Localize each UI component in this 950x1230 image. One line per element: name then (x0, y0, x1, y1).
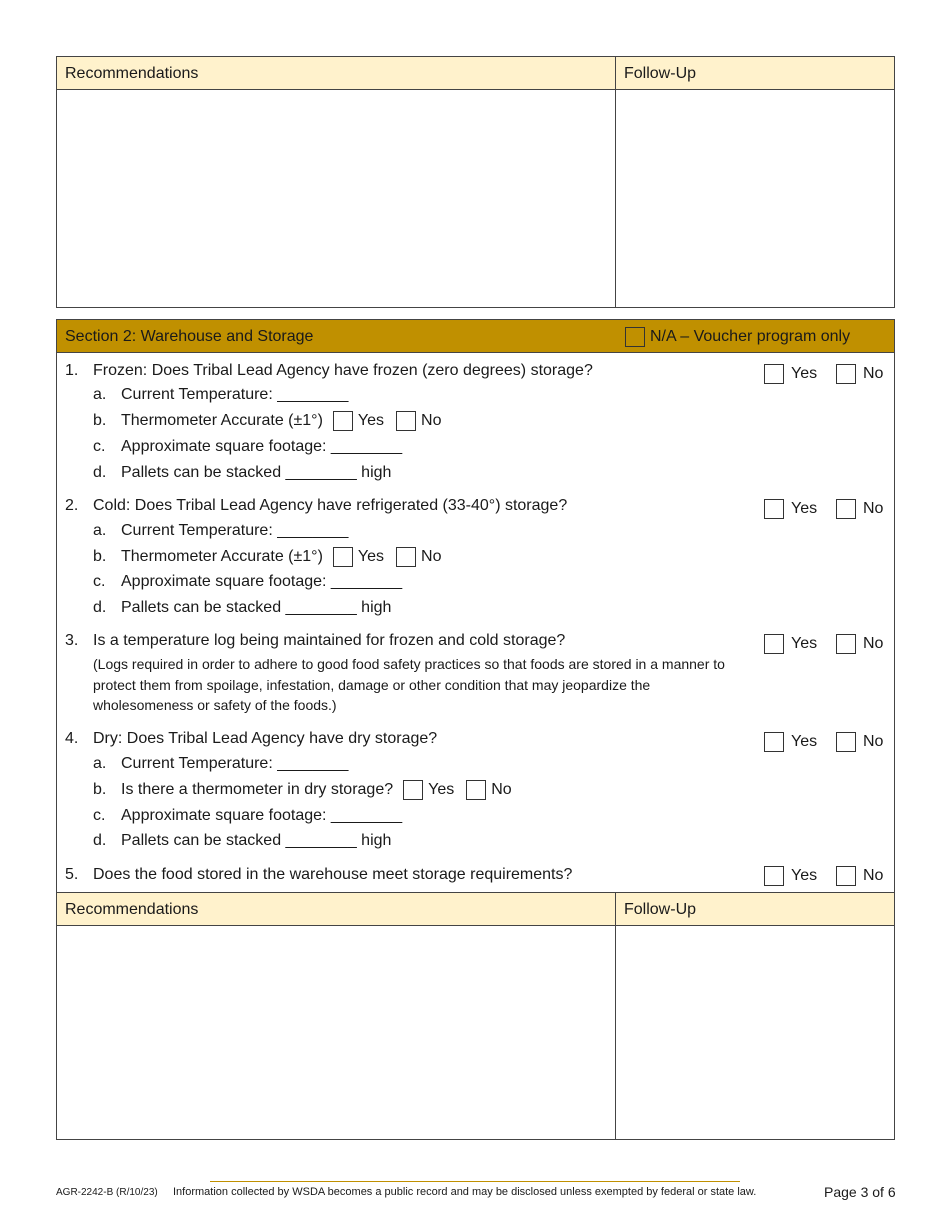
no-label: No (421, 548, 442, 565)
no-label: No (491, 781, 512, 798)
yes-checkbox[interactable] (764, 634, 784, 654)
recommendations-field[interactable] (57, 90, 616, 307)
question-number: 2. (65, 497, 79, 514)
yes-label: Yes (791, 733, 818, 750)
current-temperature: Current Temperature: ________ (121, 386, 349, 403)
thermometer-accurate: Thermometer Accurate (±1°) (121, 548, 323, 565)
question-text: Does the food stored in the warehouse meet storage requirements? (93, 866, 573, 883)
yes-label: Yes (357, 548, 385, 565)
yes-label: Yes (357, 412, 385, 429)
yes-label: Yes (791, 635, 818, 652)
yes-checkbox[interactable] (764, 866, 784, 886)
sub-letter: a. (93, 522, 107, 539)
yes-label: Yes (791, 500, 818, 517)
question-text: Dry: Does Tribal Lead Agency have dry storage? (93, 730, 438, 747)
section-2-warehouse (56, 319, 895, 893)
square-footage: Approximate square footage: ________ (121, 438, 403, 455)
no-checkbox[interactable] (836, 499, 856, 519)
sub-letter: c. (93, 573, 106, 590)
sub-letter: b. (93, 412, 107, 429)
recommendations-table-top (56, 56, 895, 308)
follow-up-header: Follow-Up (624, 65, 697, 82)
sub-letter: a. (93, 755, 107, 772)
temperature-log-note: (Logs required in order to adhere to good food safety practices so that foods are stored in a manner to protect them from spoilage, infestation, damage or other condition that may jeopardize the wholesomeness or safety of the foods.) (93, 656, 725, 713)
no-label: No (863, 500, 884, 517)
sub-letter: d. (93, 832, 107, 849)
yes-label: Yes (791, 365, 818, 382)
question-text: Frozen: Does Tribal Lead Agency have frozen (zero degrees) storage? (93, 362, 593, 379)
sub-letter: c. (93, 438, 106, 455)
yes-checkbox[interactable] (764, 499, 784, 519)
yes-checkbox[interactable] (764, 732, 784, 752)
sub-letter: d. (93, 464, 107, 481)
no-checkbox[interactable] (396, 547, 416, 567)
section-title: Section 2: Warehouse and Storage (65, 328, 314, 345)
current-temperature: Current Temperature: ________ (121, 755, 349, 772)
square-footage: Approximate square footage: ________ (121, 573, 403, 590)
follow-up-field[interactable] (616, 926, 894, 1139)
recommendations-table-bottom (56, 892, 895, 1140)
na-checkbox[interactable] (625, 327, 645, 347)
no-checkbox[interactable] (836, 866, 856, 886)
recommendations-field[interactable] (57, 926, 616, 1139)
sub-letter: a. (93, 386, 107, 403)
page-number: Page 3 of 6 (824, 1184, 896, 1200)
pallets-stacked: Pallets can be stacked ________ high (121, 464, 392, 481)
question-number: 1. (65, 362, 79, 379)
follow-up-field[interactable] (616, 90, 894, 307)
recommendations-header: Recommendations (57, 57, 616, 89)
sub-letter: b. (93, 781, 107, 798)
no-label: No (863, 635, 884, 652)
na-label: N/A – Voucher program only (650, 328, 851, 345)
footer-divider (210, 1181, 740, 1182)
public-record-notice: Information collected by WSDA becomes a public record and may be disclosed unless exempted by federal or state law. (173, 1186, 757, 1198)
yes-checkbox[interactable] (764, 364, 784, 384)
follow-up-header: Follow-Up (624, 901, 697, 918)
form-code: AGR-2242-B (R/10/23) (56, 1187, 158, 1198)
question-number: 4. (65, 730, 79, 747)
no-checkbox[interactable] (836, 732, 856, 752)
yes-checkbox[interactable] (403, 780, 423, 800)
question-number: 3. (65, 632, 79, 649)
question-text: Is a temperature log being maintained for frozen and cold storage? (93, 632, 566, 649)
no-checkbox[interactable] (466, 780, 486, 800)
table-header (57, 893, 894, 926)
table-header (57, 57, 894, 90)
current-temperature: Current Temperature: ________ (121, 522, 349, 539)
thermometer-accurate: Thermometer Accurate (±1°) (121, 412, 323, 429)
yes-checkbox[interactable] (333, 547, 353, 567)
pallets-stacked: Pallets can be stacked ________ high (121, 599, 392, 616)
recommendations-header: Recommendations (57, 893, 616, 925)
sub-letter: b. (93, 548, 107, 565)
no-label: No (863, 365, 884, 382)
sub-letter: d. (93, 599, 107, 616)
square-footage: Approximate square footage: ________ (121, 807, 403, 824)
question-text: Cold: Does Tribal Lead Agency have refrigerated (33-40°) storage? (93, 497, 568, 514)
section-header (57, 320, 894, 353)
no-label: No (863, 733, 884, 750)
question-number: 5. (65, 866, 79, 883)
no-checkbox[interactable] (396, 411, 416, 431)
no-checkbox[interactable] (836, 364, 856, 384)
sub-letter: c. (93, 807, 106, 824)
no-checkbox[interactable] (836, 634, 856, 654)
no-label: No (421, 412, 442, 429)
pallets-stacked: Pallets can be stacked ________ high (121, 832, 392, 849)
no-label: No (863, 867, 884, 884)
yes-label: Yes (428, 781, 455, 798)
yes-checkbox[interactable] (333, 411, 353, 431)
yes-label: Yes (791, 867, 818, 884)
dry-thermometer: Is there a thermometer in dry storage? (121, 781, 394, 798)
